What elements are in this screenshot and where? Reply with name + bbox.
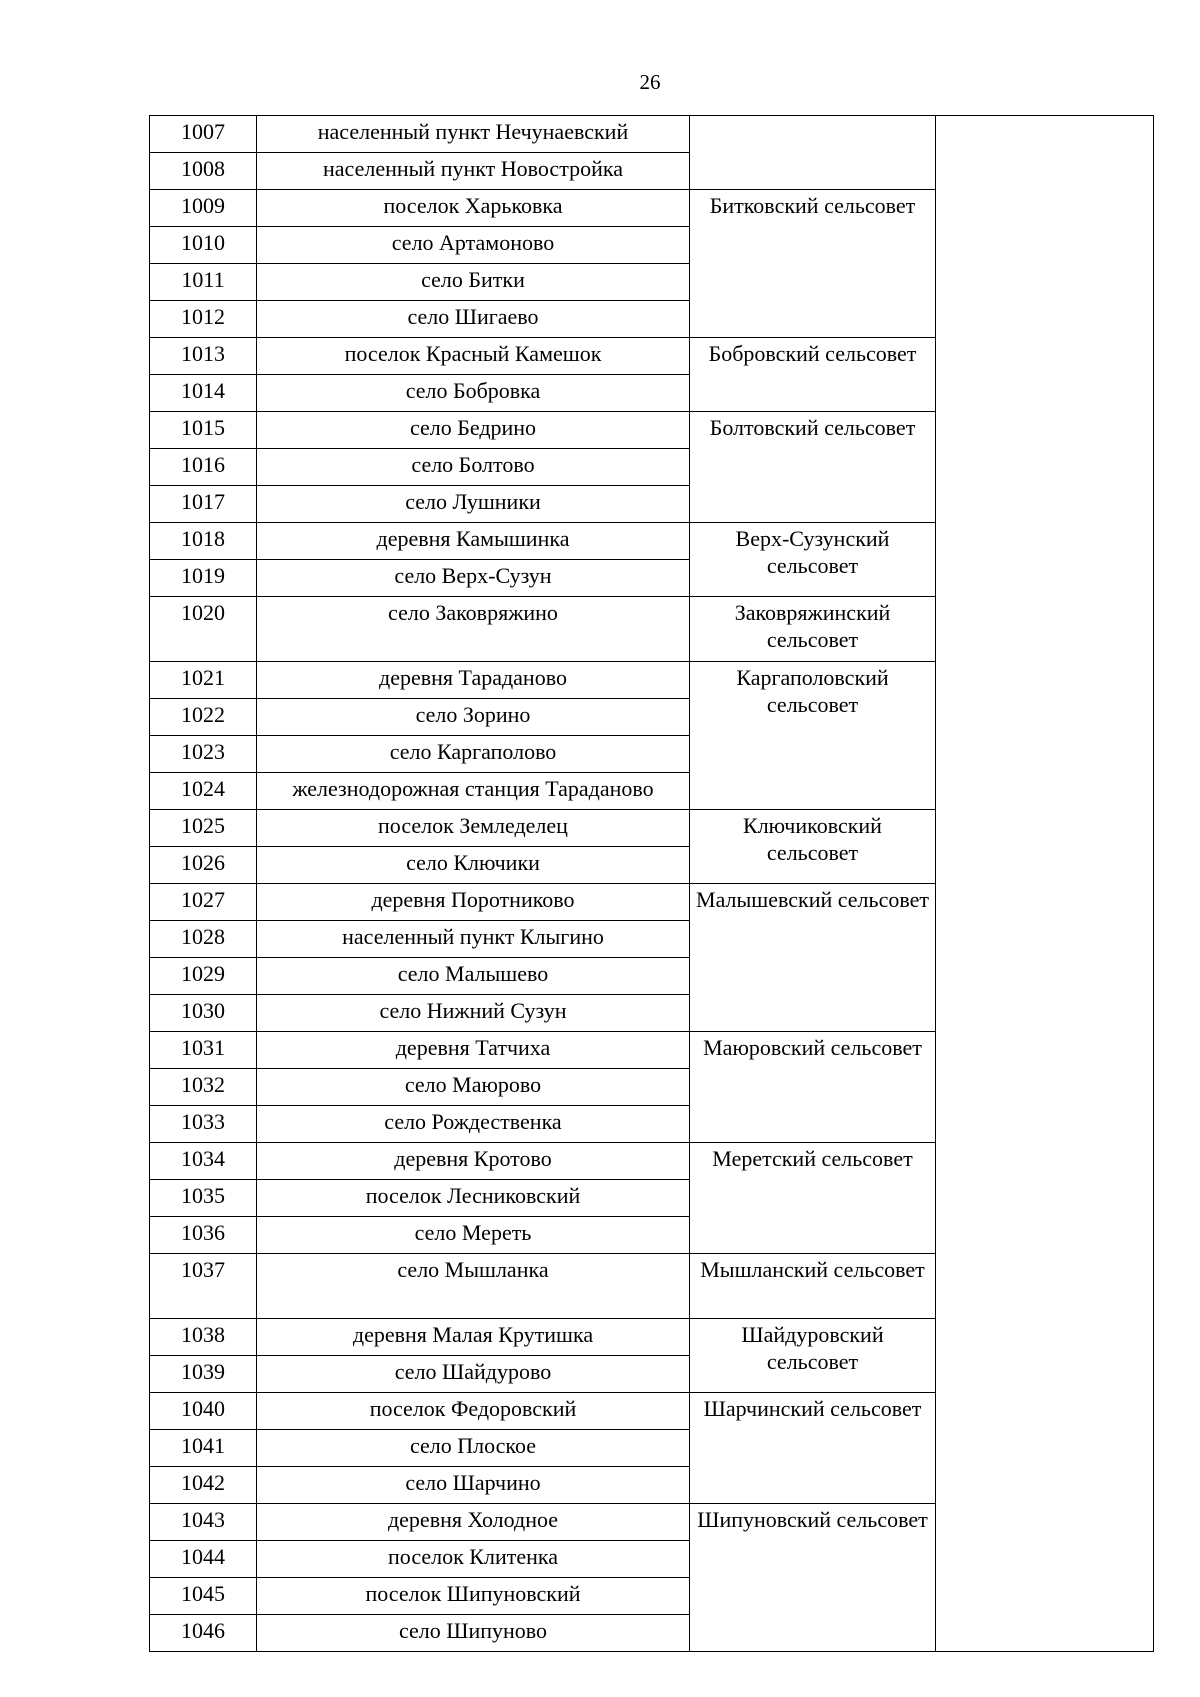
row-number: 1025 xyxy=(150,810,257,847)
row-number: 1022 xyxy=(150,699,257,736)
row-number: 1027 xyxy=(150,884,257,921)
row-number: 1039 xyxy=(150,1356,257,1393)
row-number: 1046 xyxy=(150,1615,257,1652)
table-body xyxy=(150,116,1154,1652)
row-number: 1008 xyxy=(150,153,257,190)
row-number: 1029 xyxy=(150,958,257,995)
row-number: 1044 xyxy=(150,1541,257,1578)
settlement-name: село Малышево xyxy=(257,958,690,995)
row-number: 1043 xyxy=(150,1504,257,1541)
row-number: 1013 xyxy=(150,338,257,375)
council-name: Шарчинский сельсовет xyxy=(690,1393,936,1504)
settlement-name: населенный пункт Нечунаевский xyxy=(257,116,690,153)
council-name: Ключиковский сельсовет xyxy=(690,810,936,884)
settlement-name: село Мышланка xyxy=(257,1254,690,1319)
row-number: 1017 xyxy=(150,486,257,523)
settlement-name: село Бобровка xyxy=(257,375,690,412)
row-number: 1012 xyxy=(150,301,257,338)
row-number: 1040 xyxy=(150,1393,257,1430)
settlement-name: село Шайдурово xyxy=(257,1356,690,1393)
settlement-name: село Битки xyxy=(257,264,690,301)
settlement-name: железнодорожная станция Тараданово xyxy=(257,773,690,810)
row-number: 1032 xyxy=(150,1069,257,1106)
row-number: 1037 xyxy=(150,1254,257,1319)
settlement-name: деревня Тараданово xyxy=(257,662,690,699)
settlement-name: населенный пункт Клыгино xyxy=(257,921,690,958)
council-cell-empty xyxy=(690,116,936,190)
settlement-name: село Болтово xyxy=(257,449,690,486)
council-name: Болтовский сельсовет xyxy=(690,412,936,523)
settlement-name: деревня Холодное xyxy=(257,1504,690,1541)
row-number: 1033 xyxy=(150,1106,257,1143)
row-number: 1036 xyxy=(150,1217,257,1254)
settlement-name: поселок Лесниковский xyxy=(257,1180,690,1217)
council-name: Меретский сельсовет xyxy=(690,1143,936,1254)
settlement-name: село Маюрово xyxy=(257,1069,690,1106)
empty-column-cell xyxy=(936,116,1154,1652)
row-number: 1019 xyxy=(150,560,257,597)
settlement-name: поселок Клитенка xyxy=(257,1541,690,1578)
page-number: 26 xyxy=(639,70,661,94)
council-name: Маюровский сельсовет xyxy=(690,1032,936,1143)
council-name: Битковский сельсовет xyxy=(690,190,936,338)
settlement-name: село Рождественка xyxy=(257,1106,690,1143)
row-number: 1020 xyxy=(150,597,257,662)
settlement-name: село Заковряжино xyxy=(257,597,690,662)
council-name: Верх-Сузунский сельсовет xyxy=(690,523,936,597)
row-number: 1007 xyxy=(150,116,257,153)
settlement-name: село Лушники xyxy=(257,486,690,523)
row-number: 1035 xyxy=(150,1180,257,1217)
settlement-name: село Нижний Сузун xyxy=(257,995,690,1032)
row-number: 1038 xyxy=(150,1319,257,1356)
row-number: 1045 xyxy=(150,1578,257,1615)
council-name: Шипуновский сельсовет xyxy=(690,1504,936,1652)
settlement-name: село Бедрино xyxy=(257,412,690,449)
row-number: 1028 xyxy=(150,921,257,958)
table-row xyxy=(150,116,1154,153)
settlement-name: деревня Камышинка xyxy=(257,523,690,560)
row-number: 1009 xyxy=(150,190,257,227)
settlement-name: село Шарчино xyxy=(257,1467,690,1504)
settlement-name: село Каргаполово xyxy=(257,736,690,773)
council-name: Заковряжинский сельсовет xyxy=(690,597,936,662)
row-number: 1026 xyxy=(150,847,257,884)
settlement-name: поселок Шипуновский xyxy=(257,1578,690,1615)
settlement-name: село Шипуново xyxy=(257,1615,690,1652)
council-name: Малышевский сельсовет xyxy=(690,884,936,1032)
row-number: 1023 xyxy=(150,736,257,773)
row-number: 1016 xyxy=(150,449,257,486)
row-number: 1015 xyxy=(150,412,257,449)
council-name: Каргаполовский сельсовет xyxy=(690,662,936,810)
row-number: 1021 xyxy=(150,662,257,699)
settlement-name: село Зорино xyxy=(257,699,690,736)
settlement-name: населенный пункт Новостройка xyxy=(257,153,690,190)
row-number: 1014 xyxy=(150,375,257,412)
settlement-name: село Шигаево xyxy=(257,301,690,338)
settlement-name: село Артамоново xyxy=(257,227,690,264)
settlement-name: деревня Кротово xyxy=(257,1143,690,1180)
settlement-name: село Ключики xyxy=(257,847,690,884)
settlement-name: село Плоское xyxy=(257,1430,690,1467)
settlement-name: село Верх-Сузун xyxy=(257,560,690,597)
row-number: 1034 xyxy=(150,1143,257,1180)
settlement-name: поселок Земледелец xyxy=(257,810,690,847)
settlement-name: поселок Федоровский xyxy=(257,1393,690,1430)
council-name: Шайдуровский сельсовет xyxy=(690,1319,936,1393)
settlement-name: поселок Харьковка xyxy=(257,190,690,227)
council-name: Бобровский сельсовет xyxy=(690,338,936,412)
row-number: 1030 xyxy=(150,995,257,1032)
settlement-name: деревня Поротниково xyxy=(257,884,690,921)
row-number: 1011 xyxy=(150,264,257,301)
settlements-table xyxy=(149,115,1154,1652)
row-number: 1024 xyxy=(150,773,257,810)
settlement-name: деревня Татчиха xyxy=(257,1032,690,1069)
row-number: 1018 xyxy=(150,523,257,560)
row-number: 1031 xyxy=(150,1032,257,1069)
row-number: 1041 xyxy=(150,1430,257,1467)
settlement-name: деревня Малая Крутишка xyxy=(257,1319,690,1356)
settlement-name: село Мереть xyxy=(257,1217,690,1254)
settlement-name: поселок Красный Камешок xyxy=(257,338,690,375)
council-name: Мышланский сельсовет xyxy=(690,1254,936,1319)
row-number: 1042 xyxy=(150,1467,257,1504)
row-number: 1010 xyxy=(150,227,257,264)
